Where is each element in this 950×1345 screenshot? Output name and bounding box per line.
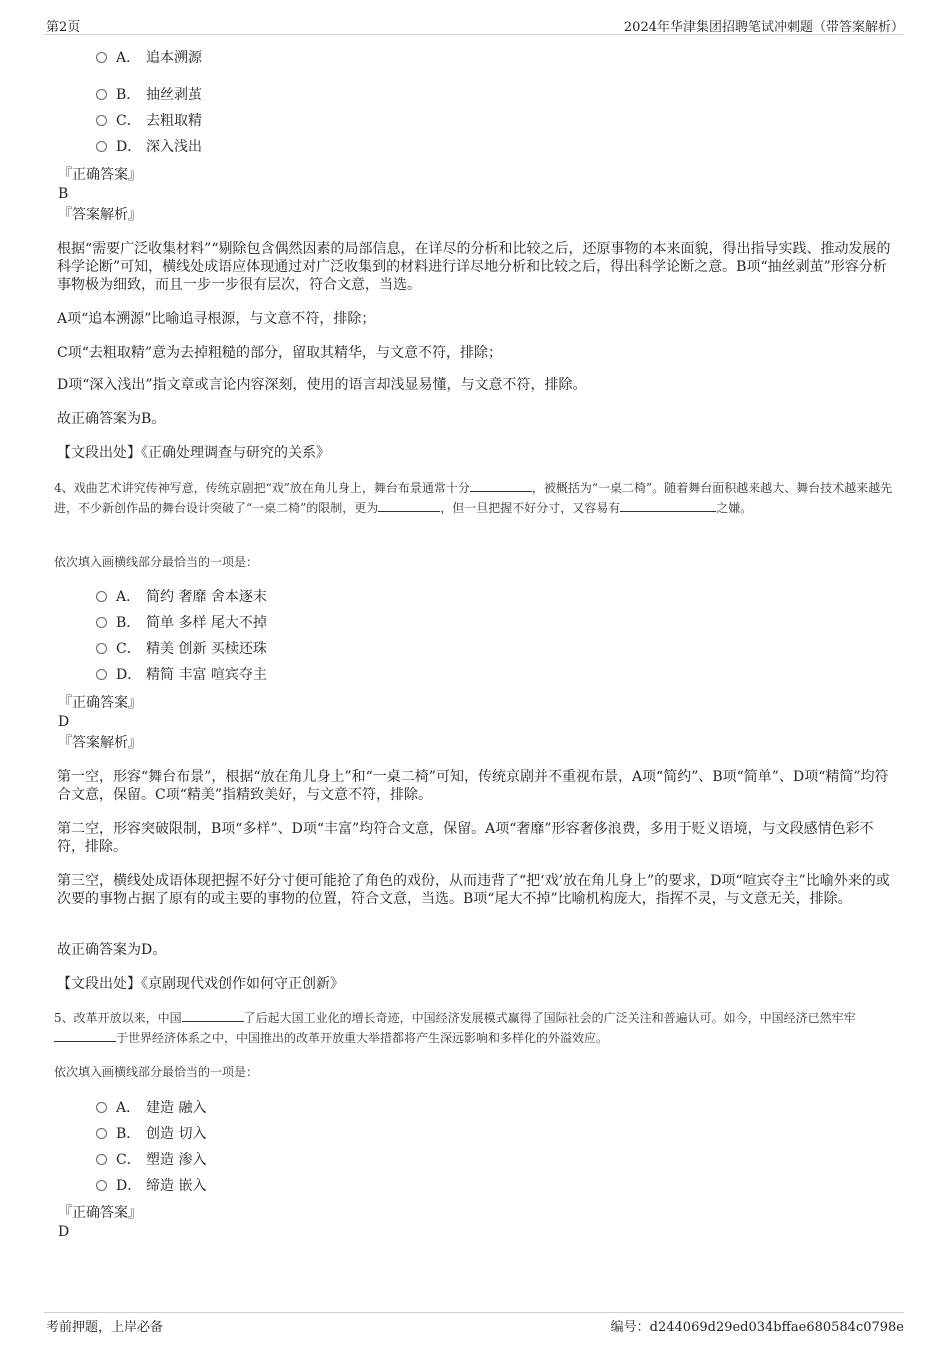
option-key: A．	[116, 589, 141, 605]
option-text: 简单 多样 尾大不掉	[146, 615, 267, 631]
q4-option-d[interactable]	[96, 665, 267, 685]
stem-text: ，但一旦把握不好分寸，又容易有	[440, 501, 621, 515]
radio-icon[interactable]	[96, 669, 107, 680]
q3-analysis-paragraph: C项“去粗取精”意为去掉粗糙的部分，留取其精华，与文意不符，排除；	[57, 345, 503, 361]
q5-stem	[54, 1008, 896, 1048]
radio-icon[interactable]	[96, 643, 107, 654]
page-number: 第2页	[46, 20, 81, 35]
option-text: 追本溯源	[146, 50, 202, 66]
radio-icon[interactable]	[96, 115, 107, 126]
option-key: C．	[116, 113, 141, 129]
q4-option-b[interactable]	[96, 613, 267, 633]
radio-icon[interactable]	[96, 1180, 107, 1191]
q5-option-a[interactable]	[96, 1098, 206, 1118]
stem-text: 了后起大国工业化的增长奇迹，中国经济发展模式赢得了国际社会的广泛关注和普遍认可。如今，中国经济已然牢牢	[243, 1011, 856, 1025]
q3-answer: B	[58, 186, 69, 202]
stem-text: 之嫌。	[716, 501, 753, 515]
blank-line	[54, 1029, 116, 1042]
stem-text: 4、戏曲艺术讲究传神写意，传统京剧把“戏”放在角儿身上，舞台布景通常十分	[54, 481, 470, 495]
option-text: 建造 融入	[146, 1100, 207, 1116]
q4-analysis-paragraph: 第三空，横线处成语体现把握不好分寸便可能抢了角色的戏份，从而违背了“把‘戏’放在角儿身上”的要求，D项“喧宾夺主”比喻外来的或次要的事物占据了原有的或主要的事物的位置，符合文意，当选。B项“尾大不掉”比喻机构庞大，指挥不灵，与文意无关，排除。	[57, 873, 890, 907]
option-text: 精美 创新 买椟还珠	[146, 641, 267, 657]
option-key: B．	[116, 615, 141, 631]
document-code	[611, 1316, 904, 1335]
stem-text: 5、改革开放以来，中国	[54, 1011, 182, 1025]
code-label: 编号：	[610, 1320, 650, 1335]
q4-analysis-paragraph: 第二空，形容突破限制，B项“多样”、D项“丰富”均符合文意，保留。A项“奢靡”形容奢侈浪费，多用于贬义语境，与文段感情色彩不符，排除。	[57, 821, 874, 855]
q5-answer-label: 『正确答案』	[58, 1205, 142, 1221]
q3-option-d[interactable]	[96, 137, 202, 157]
blank-line	[182, 1009, 244, 1022]
option-key: A．	[116, 50, 141, 66]
page-header	[44, 14, 904, 35]
q5-option-b[interactable]	[96, 1124, 206, 1144]
q3-analysis-paragraph: D项“深入浅出”指文章或言论内容深刻，使用的语言却浅显易懂，与文意不符，排除。	[57, 377, 587, 393]
option-key: B．	[116, 1126, 141, 1142]
q5-option-c[interactable]	[96, 1150, 206, 1170]
option-key: B．	[116, 87, 141, 103]
q3-source: 【文段出处】《正确处理调查与研究的关系》	[57, 445, 330, 461]
q3-analysis-paragraph: 根据“需要广泛收集材料”“剔除包含偶然因素的局部信息，在详尽的分析和比较之后，还原事物的本来面貌，得出指导实践、推动发展的科学论断”可知，横线处成语应体现通过对广泛收集到的材料进行详尽地分析和比较之后，得出科学论断之意。B项“抽丝剥茧”形容分析事物极为细致，而且一步一步很有层次，符合文意，当选。	[57, 241, 891, 293]
q5-answer: D	[58, 1224, 70, 1240]
radio-icon[interactable]	[96, 1128, 107, 1139]
q5-option-d[interactable]	[96, 1176, 206, 1196]
option-text: 深入浅出	[146, 139, 202, 155]
footer-slogan: 考前押题，上岸必备	[46, 1320, 164, 1335]
option-key: D．	[116, 139, 142, 155]
q3-analysis-paragraph: A项“追本溯源”比喻追寻根源，与文意不符，排除；	[57, 311, 376, 327]
q3-option-b[interactable]	[96, 85, 202, 105]
option-text: 抽丝剥茧	[146, 87, 202, 103]
q4-option-a[interactable]	[96, 587, 267, 607]
q3-option-c[interactable]	[96, 111, 202, 131]
option-text: 塑造 渗入	[146, 1152, 207, 1168]
q4-answer: D	[58, 714, 70, 730]
option-text: 精简 丰富 喧宾夺主	[146, 667, 267, 683]
option-key: D．	[116, 667, 142, 683]
q4-analysis-label: 『答案解析』	[58, 735, 142, 751]
radio-icon[interactable]	[96, 141, 107, 152]
stem-text: 于世界经济体系之中，中国推出的改革开放重大举措都将产生深远影响和多样化的外溢效应。	[116, 1031, 609, 1045]
radio-icon[interactable]	[96, 89, 107, 100]
q4-answer-label: 『正确答案』	[58, 695, 142, 711]
q4-analysis-paragraph: 故正确答案为D。	[57, 942, 167, 958]
blank-line	[470, 479, 532, 492]
option-text: 简约 奢靡 舍本逐末	[146, 589, 267, 605]
stem-text: ，被概括为“一桌二椅”。随着舞台面积越来越大、舞台技术越来越先进，不少新创作品的舞台设计突破了“一桌二椅”的限制，更为	[54, 481, 893, 515]
option-text: 去粗取精	[146, 113, 202, 129]
q3-analysis-label: 『答案解析』	[58, 207, 142, 223]
q3-answer-label: 『正确答案』	[58, 167, 142, 183]
code-value: d244069d29ed034bffae680584c0798e	[649, 1320, 904, 1335]
q4-option-c[interactable]	[96, 639, 267, 659]
page-footer	[44, 1312, 904, 1335]
option-key: A．	[116, 1100, 141, 1116]
option-key: C．	[116, 641, 141, 657]
radio-icon[interactable]	[96, 1154, 107, 1165]
q3-analysis-paragraph: 故正确答案为B。	[57, 411, 166, 427]
radio-icon[interactable]	[96, 52, 107, 63]
option-text: 创造 切入	[146, 1126, 207, 1142]
q4-stem	[54, 478, 896, 518]
option-text: 缔造 嵌入	[146, 1178, 207, 1194]
blank-line	[620, 499, 716, 512]
q4-analysis-paragraph: 第一空，形容“舞台布景”，根据“放在角儿身上”和“一桌二椅”可知，传统京剧并不重视布景，A项“简约”、B项“简单”、D项“精简”均符合文意，保留。C项“精美”指精致美好，与文意不符，排除。	[57, 769, 889, 803]
radio-icon[interactable]	[96, 591, 107, 602]
q4-prompt: 依次填入画横线部分最恰当的一项是：	[54, 555, 259, 569]
option-key: D．	[116, 1178, 142, 1194]
blank-line	[378, 499, 440, 512]
radio-icon[interactable]	[96, 1102, 107, 1113]
document-title: 2024年华津集团招聘笔试冲刺题（带答案解析）	[623, 20, 904, 35]
q5-prompt: 依次填入画横线部分最恰当的一项是：	[54, 1065, 259, 1079]
q3-option-a[interactable]	[96, 48, 202, 68]
option-key: C．	[116, 1152, 141, 1168]
radio-icon[interactable]	[96, 617, 107, 628]
q4-source: 【文段出处】《京剧现代戏创作如何守正创新》	[57, 976, 344, 992]
